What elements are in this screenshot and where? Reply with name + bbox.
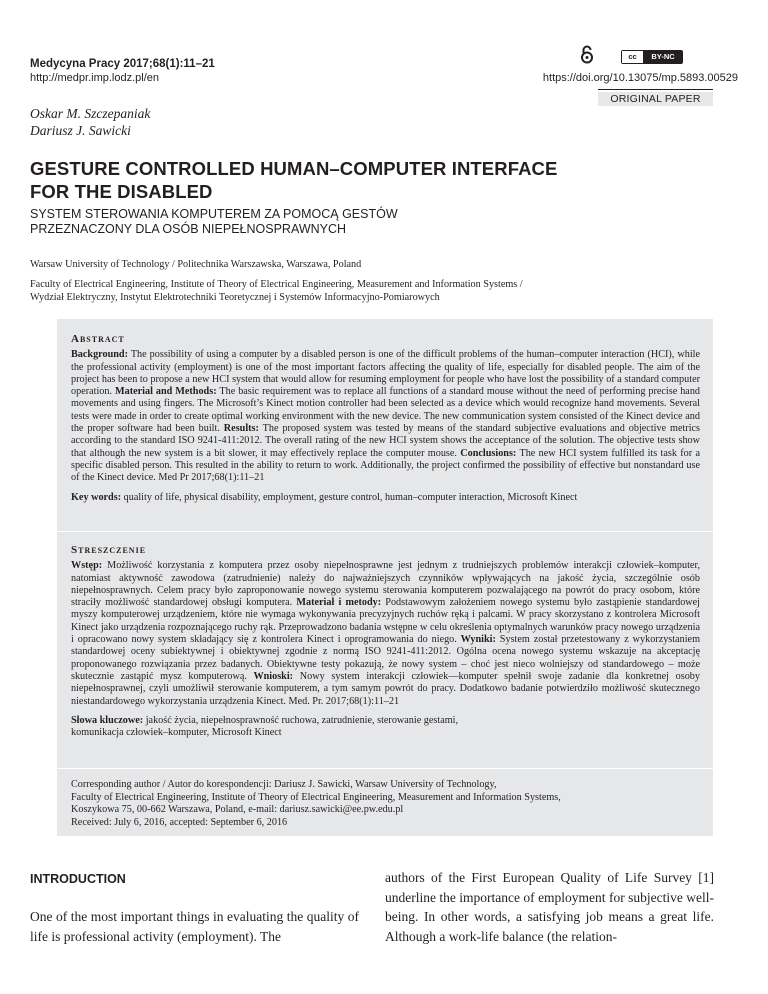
affiliation-faculty	[30, 279, 730, 304]
journal-citation: Medycyna Pracy 2017;68(1):11–21	[30, 58, 215, 70]
section-text: System został przetestowany z wykorzystaniem standardowej oceny subiektywnej i obiektywnej zgodnie z normą ISO 9241-411:2012. Ogólna ocena nowego systemu wskazuje na akceptację proponowanego rozwiązania przez badanych. Obiektywne testy pokazują, że nowy system – choć jest nieco wolniejszy od standardowego – może skutecznie zastąpić mysz komputerową.	[71, 634, 700, 682]
keywords-text: quality of life, physical disability, employment, gesture control, human–computer interaction, Microsoft Kinect	[121, 491, 578, 503]
correspondence-line: Faculty of Electrical Engineering, Institute of Theory of Electrical Engineering, Measurement and Information Systems,	[71, 791, 561, 803]
section-text: The new HCI system fulfilled its task for a specific disabled person. This resulted in the ability to return to work. Additionally, the project confirmed the possibility of effective but nonstandard use of the Kinect device. Med Pr 2017;68(1):11–21	[71, 447, 700, 484]
correspondence-line: Corresponding author / Autor do korespondencji: Dariusz J. Sawicki, Warsaw University of Technology,	[71, 779, 497, 790]
cc-by-nc-icon	[621, 50, 683, 64]
keywords-text: komunikacja człowiek–komputer, Microsoft Kinect	[71, 727, 282, 739]
license-label: BY-NC	[644, 51, 682, 63]
streszczenie-paragraph	[71, 560, 700, 708]
section-text: The basic requirement was to replace all functions of a standard mouse without the need of performing precise hand movements and using fingers. The Microsoft’s Kinect motion controller had been selected as a device which would recognize hand movements. Several tests were made in order to create optimal working environment with the new device. The new communication system consisted of the Kinect device and the proper software had been built.	[71, 386, 700, 435]
section-text: Możliwość korzystania z komputera przez osoby niepełnosprawne jest jednym z trudniejszych problemów interakcji człowiek–komputer, natomiast aktywność zawodowa (zatrudnienie) należy do najważniejszych czynników wpływających na jakość życia, szczególnie osób niepełnosprawnych. Celem pracy było zaproponowanie nowego systemu sterowania komputerem pozwalającego na powrót do pracy osobom, które straciły możliwość standardowej obsługi komputera.	[71, 560, 700, 609]
abstract-section	[71, 333, 700, 504]
open-access-icon	[580, 44, 594, 64]
section-divider	[57, 768, 713, 769]
keywords-label: Key words:	[71, 491, 122, 503]
keywords-label: Słowa kluczowe:	[71, 714, 144, 726]
section-label: Results:	[219, 423, 259, 435]
section-divider	[57, 531, 713, 532]
section-text: The possibility of using a computer by a disabled person is one of the difficult problems of the human–computer interaction (HCI), while the professional activity (employment) is one of the most important factors affecting the quality of life, especially for disabled people. The aim of the project has been to propose a new HCI system that would allow for resuming employment for people who have lost the possibility of a standard computer operation.	[71, 349, 700, 398]
section-text: Podstawowym założeniem nowego systemu było zastąpienie standardowej myszy komputerowej urządzeniem, które nie wymaga wykonywania precyzyjnych ruchów ręką i palcami. W pracy skorzystano z kontrolera Microsoft Kinect jako urządzenia rozpoznającego ruchy rąk. Przeprowadzono badania wstępne w celu określenia optymalnych warunków pracy nowego urządzenia i opracowano nowy system składający się z kontrolera Kinect i oprogramowania do niego.	[71, 597, 700, 646]
article-title	[30, 157, 557, 203]
author-name: Oskar M. Szczepaniak	[30, 106, 151, 121]
correspondence-block	[71, 779, 700, 829]
introduction-heading: INTRODUCTION	[30, 872, 126, 886]
doi-link[interactable]: https://doi.org/10.13075/mp.5893.00529	[542, 72, 738, 84]
cc-logo: cc	[622, 51, 644, 63]
title-line: FOR THE DISABLED	[30, 181, 213, 202]
received-dates: Received: July 6, 2016, accepted: September 6, 2016	[71, 816, 288, 828]
section-label: Wyniki:	[456, 634, 496, 646]
body-text-left-column: One of the most important things in evaluating the quality of life is professional activity (employment). The	[30, 909, 359, 944]
abstract-paragraph	[71, 349, 700, 484]
author-name: Dariusz J. Sawicki	[30, 123, 131, 138]
abstract-box	[57, 319, 713, 836]
streszczenie-keywords	[71, 715, 700, 740]
author-list	[30, 105, 150, 139]
section-label: Wnioski:	[246, 670, 294, 682]
affiliation-line: Faculty of Electrical Engineering, Institute of Theory of Electrical Engineering, Measurement and Information Systems /	[30, 279, 523, 290]
subtitle-line: PRZEZNACZONY DLA OSÓB NIEPEŁNOSPRAWNYCH	[30, 222, 347, 236]
section-text: The proposed system was tested by means of the standard subjective evaluations and objective metrics according to the standard ISO 9241-411:2012. The overall rating of the new HCI system shows the acceptance of the solution. The objective tests show that although the new system is a bit slower, it may effectively replace the computer mouse.	[71, 423, 701, 459]
section-label: Conclusions:	[456, 447, 517, 459]
section-text: Nowy system interakcji człowiek––komputer spełnił swoje zadanie dla konkretnej osoby niepełnosprawnej, czyli umożliwił sterowanie komputerem, a tym samym powrót do pracy. Dodatkowo badanie potwierdziło możliwość skutecznego niestandardowego wykorzystania urządzenia Kinect. Med. Pr. 2017;68(1):11–21	[71, 670, 700, 707]
paper-type-label: ORIGINAL PAPER	[598, 92, 713, 106]
correspondence-line: Koszykowa 75, 00-662 Warszawa, Poland, e-mail: dariusz.sawicki@ee.pw.edu.pl	[71, 804, 404, 816]
abstract-heading: Abstract	[71, 333, 125, 345]
section-label: Material and Methods:	[112, 386, 217, 398]
section-label: Materiał i metody:	[292, 597, 382, 609]
streszczenie-section	[71, 544, 700, 739]
subtitle-line: SYSTEM STEROWANIA KOMPUTEREM ZA POMOCĄ GESTÓW	[30, 207, 398, 221]
section-label: Background:	[71, 349, 128, 361]
keywords-text: jakość życia, niepełnosprawność ruchowa, zatrudnienie, sterowanie gestami,	[143, 714, 459, 726]
section-label: Wstęp:	[71, 560, 103, 572]
paper-type-rule	[598, 89, 713, 90]
abstract-keywords	[71, 492, 700, 504]
title-line: GESTURE CONTROLLED HUMAN–COMPUTER INTERFACE	[30, 158, 558, 179]
streszczenie-heading: Streszczenie	[71, 544, 147, 556]
article-subtitle-polish	[30, 207, 398, 237]
body-text-right-column: authors of the First European Quality of Life Survey [1] underline the importance of employment for subjective well-being. In other words, a satisfying job means a great life. Although a work-life balance (the relation-	[385, 870, 714, 944]
affiliation-line: Wydział Elektryczny, Instytut Elektrotechniki Teoretycznej i Systemów Informacyjno-Pomiarowych	[30, 291, 440, 303]
journal-url-link[interactable]: http://medpr.imp.lodz.pl/en	[30, 72, 160, 84]
affiliation-university: Warsaw University of Technology / Politechnika Warszawska, Warszawa, Poland	[30, 259, 362, 270]
